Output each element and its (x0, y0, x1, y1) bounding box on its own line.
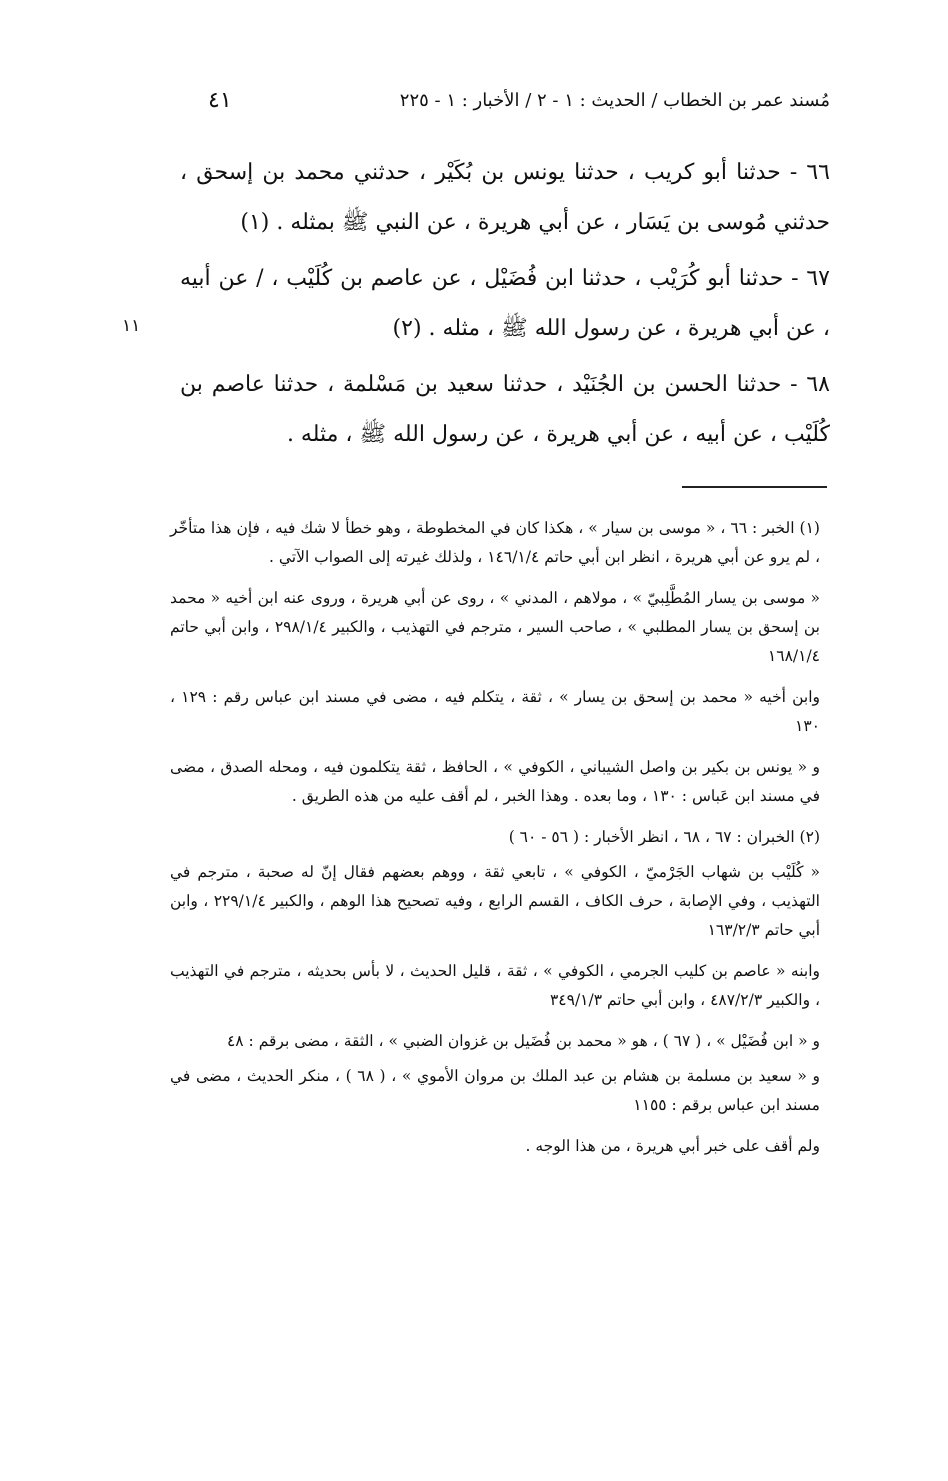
hadith-text (180, 148, 830, 466)
footnote-2-ibn-fudayl: و « ابن فُضَيْل » ، ( ٦٧ ) ، هو « محمد بن فُضَيل بن غزوان الضبي » ، الثقة ، مضى برقم : ٤٨ (226, 1032, 820, 1050)
footnote-1-ibn-akhih: وابن أخيه « محمد بن إسحق بن يسار » ، ثقة ، يتكلم فيه ، مضى في مسند ابن عباس رقم : ١٢٩ ، ١٣٠ (170, 688, 820, 735)
hadith-67: ٦٧ - حدثنا أبو كُرَيْب ، حدثنا ابن فُضَيْل ، عن عاصم بن كُلَيْب ، / عن أبيه ، عن أبي هريرة ، عن رسول الله ﷺ ، مثله . (٢) (180, 266, 830, 341)
footnotes (170, 514, 820, 1173)
hadith-66: ٦٦ - حدثنا أبو كريب ، حدثنا يونس بن بُكَيْر ، حدثني محمد بن إسحق ، حدثني مُوسى بن يَسَار ، عن أبي هريرة ، عن النبي ﷺ بمثله . (١) (180, 160, 830, 235)
footnote-1: (١) الخبر : ٦٦ ، « موسى بن سيار » ، هكذا كان في المخطوطة ، وهو خطأ لا شك فيه ، فإن هذا متأخّر ، لم يرو عن أبي هريرة ، انظر ابن أبي حاتم ١٤٦/١/٤ ، ولذلك غيرته إلى الصواب الآتي . (170, 519, 820, 566)
running-title: مُسند عمر بن الخطاب / الحديث : ١ - ٢ / الأخبار : ١ - ٢٢٥ (399, 90, 830, 111)
hadith-68: ٦٨ - حدثنا الحسن بن الجُنَيْد ، حدثنا سعيد بن مَسْلمة ، حدثنا عاصم بن كُلَيْب ، عن أبيه ، عن أبي هريرة ، عن رسول الله ﷺ ، مثله . (180, 372, 830, 447)
footnote-1-yunus: و « يونس بن بكير بن واصل الشيباني ، الكوفي » ، الحافظ ، ثقة يتكلمون فيه ، ومحله الصدق ، مضى في مسند ابن عَباس : ١٣٠ ، وما بعده . وهذا الخبر ، لم أقف عليه من هذه الطريق . (170, 758, 820, 805)
page-header (190, 88, 830, 122)
footnote-2: (٢) الخبران : ٦٧ ، ٦٨ ، انظر الأخبار : ( ٥٦ - ٦٠ ) (508, 828, 820, 846)
footnote-1-musa: « موسى بن يسار المُطَّلِبيّ » ، مولاهم ، المدني » ، روى عن أبي هريرة ، وروى عنه ابن أخيه « محمد بن إسحق بن يسار المطلبي » ، صاحب السير ، مترجم في التهذيب ، والكبير ٢٩٨/١/٤ ، وابن أبي حاتم ١٦٨/١/٤ (170, 589, 820, 665)
footnote-2-kulayb: « كُلَيْب بن شهاب الجَرْميّ ، الكوفي » ، تابعي ثقة ، ووهم بعضهم فقال إنّ له صحبة ، مترجم في التهذيب ، وفي الإصابة ، حرف الكاف ، القسم الرابع ، وفيه تصحيح هذا الوهم ، والكبير ٢٢٩/١/٤ ، وابن أبي حاتم ١٦٣/٢/٣ (170, 863, 820, 939)
footnote-2-said: و « سعيد بن مسلمة بن هشام بن عبد الملك بن مروان الأموي » ، ( ٦٨ ) ، منكر الحديث ، مضى في مسند ابن عباس برقم : ١١٥٥ (170, 1067, 820, 1114)
page-number: ٤١ (208, 88, 232, 113)
margin-number: ١١ (122, 316, 141, 336)
footnote-2-asim: وابنه « عاصم بن كليب الجرمي ، الكوفي » ، ثقة ، قليل الحديث ، لا بأس بحديثه ، مترجم في التهذيب ، والكبير ٤٨٧/٢/٣ ، وابن أبي حاتم ٣٤٩/١/٣ (170, 962, 820, 1009)
footnote-separator (682, 486, 827, 488)
footnote-2-closing: ولم أقف على خبر أبي هريرة ، من هذا الوجه . (525, 1137, 820, 1155)
